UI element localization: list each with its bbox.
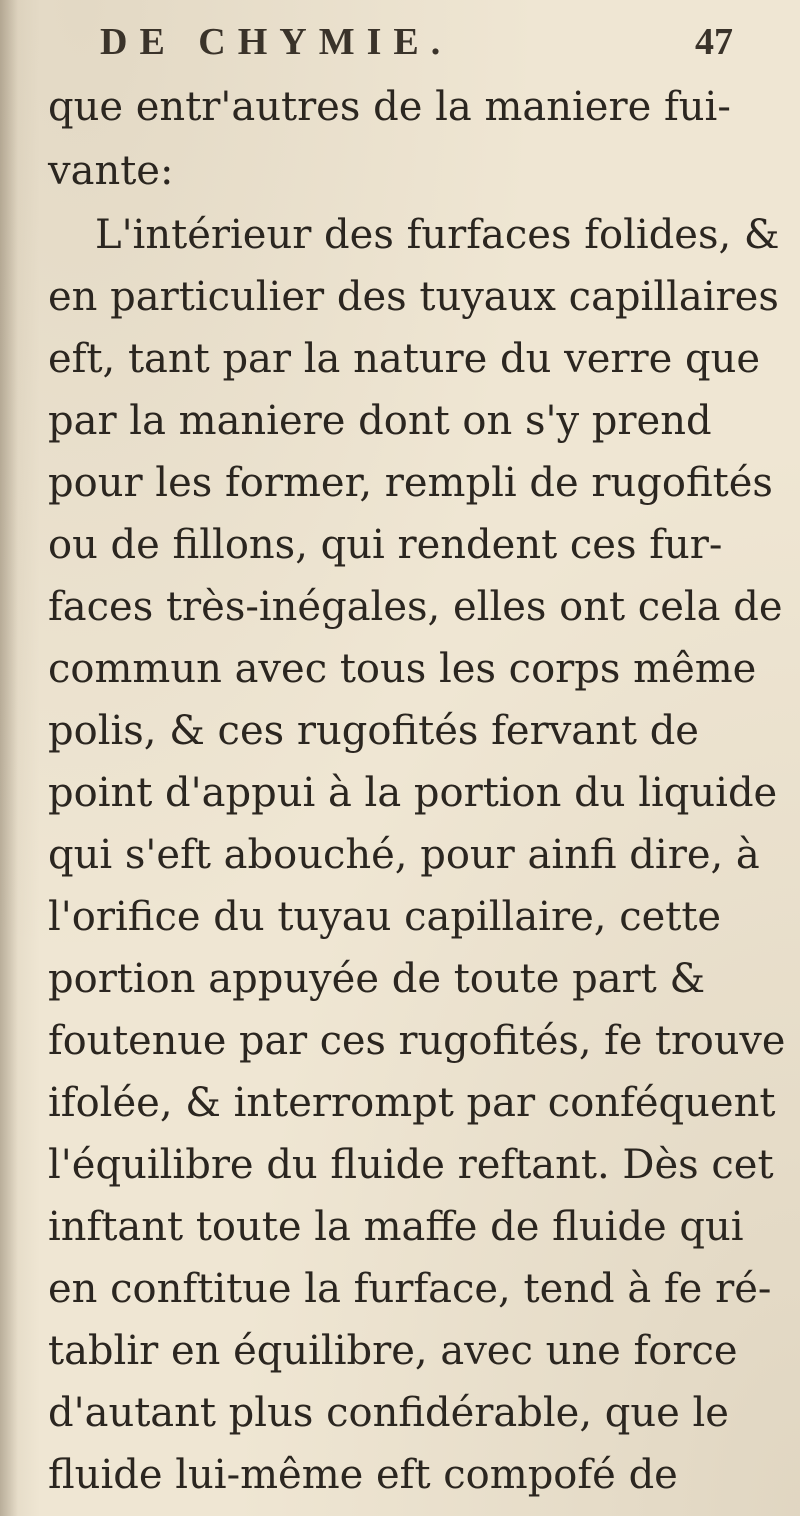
- text-line: portion appuyée de toute part &: [48, 956, 706, 1002]
- text-line: d'autant plus confidérable, que le: [48, 1390, 729, 1436]
- text-line: ou de fillons, qui rendent ces fur-: [48, 522, 723, 568]
- text-line: eft, tant par la nature du verre que: [48, 336, 761, 382]
- text-line: L'intérieur des furfaces folides, &: [95, 212, 780, 258]
- text-line: vante:: [48, 148, 174, 194]
- page-header: [0, 20, 800, 80]
- text-line: polis, & ces rugofités fervant de: [48, 708, 699, 754]
- page-number: 47: [695, 21, 733, 63]
- text-line: en particulier des tuyaux capillaires: [48, 274, 779, 320]
- text-line: pour les former, rempli de rugofités: [48, 460, 773, 506]
- text-line: fluide lui-même eft compofé de: [48, 1452, 678, 1498]
- text-line: foutenue par ces rugofités, fe trouve: [48, 1018, 786, 1064]
- text-line: point d'appui à la portion du liquide: [48, 770, 778, 816]
- text-line: inftant toute la maffe de fluide qui: [48, 1204, 744, 1250]
- text-line: l'orifice du tuyau capillaire, cette: [48, 894, 722, 940]
- running-title: DE CHYMIE.: [100, 21, 453, 63]
- text-line: ifolée, & interrompt par conféquent: [48, 1080, 776, 1126]
- text-line: en conftitue la furface, tend à fe ré-: [48, 1266, 772, 1312]
- text-line: qui s'eft abouché, pour ainfi dire, à: [48, 832, 760, 878]
- text-line: commun avec tous les corps même: [48, 646, 757, 692]
- text-line: l'équilibre du fluide reftant. Dès cet: [48, 1142, 774, 1188]
- text-line: que entr'autres de la maniere fui-: [48, 84, 731, 130]
- page-gutter-shadow: [0, 0, 18, 1516]
- text-line: par la maniere dont on s'y prend: [48, 398, 712, 444]
- text-line: tablir en équilibre, avec une force: [48, 1328, 738, 1374]
- text-line: faces très-inégales, elles ont cela de: [48, 584, 783, 630]
